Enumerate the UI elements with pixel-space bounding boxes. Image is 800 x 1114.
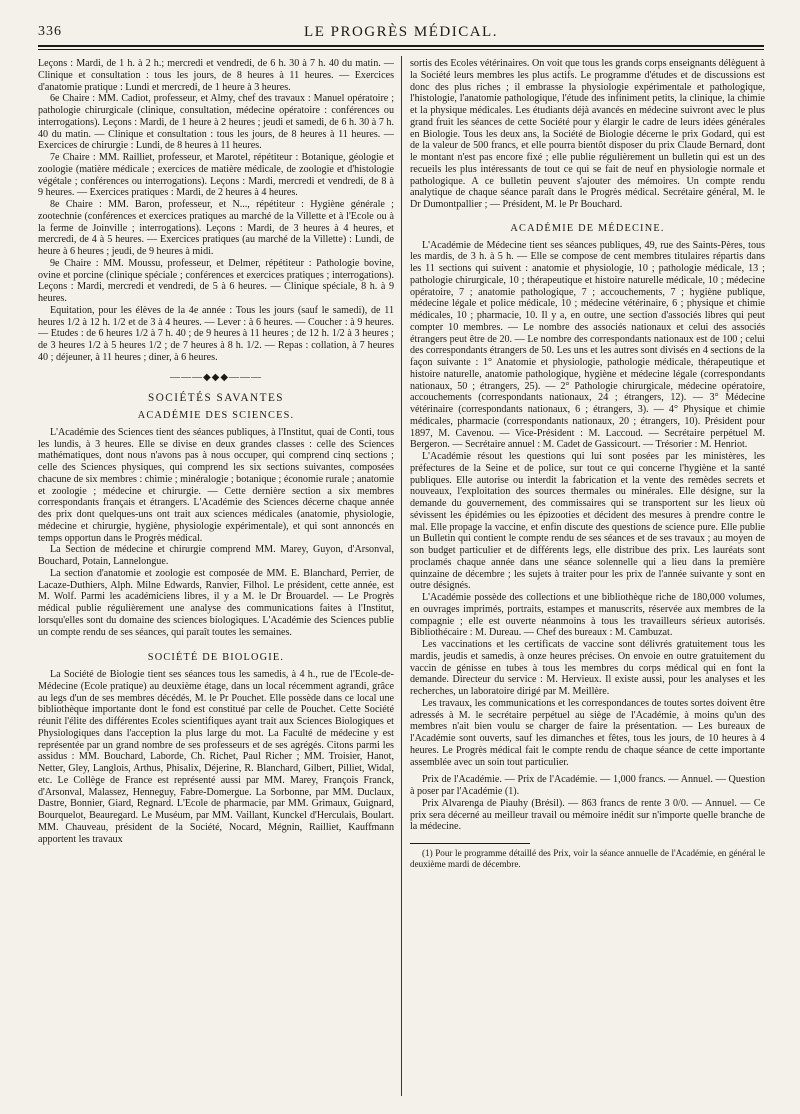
page-number: 336 [38, 24, 62, 39]
subheading-societe-biologie: SOCIÉTÉ DE BIOLOGIE. [147, 652, 285, 664]
column-divider [401, 56, 402, 1096]
right-column [410, 58, 765, 1094]
footnote-rule [410, 843, 530, 844]
paragraph: 7e Chaire : MM. Railliet, professeur, et Marotel, répétiteur : Botanique, géologie et zoologie (matière médicale ; exercices de matière médicale, de zoologie et d'histologie végétale ; conférences ou interrogations). Leçons : Mardi, mercredi et vendredi, de 8 à 9 heures. — Exercices pratiques : Mardi, de 2 heures à 4 heures. [38, 152, 394, 199]
paragraph: 6e Chaire : MM. Cadiot, professeur, et Almy, chef des travaux : Manuel opératoire ; pathologie chirurgicale (clinique, consultation, médecine opératoire : conférences ou interrogations). Leçons : Mardi, de 1 heure à 2 heures ; jeudi et samedi, de 6 h. 30 à 7 h. 40 du matin. — Clinique et consultation : tous les jours, de 8 heures à 11 heures. — Exercices de chirurgie : Lundi, de 8 heures à 11 heures. [38, 93, 394, 152]
journal-title: LE PROGRÈS MÉDICAL. [304, 24, 498, 40]
paragraph: Leçons : Mardi, de 1 h. à 2 h.; mercredi et vendredi, de 6 h. 30 à 7 h. 40 du matin. — Clinique et consultation : tous les jours, de 8 heures à 11 heures. — Exercices d'anatomie pratique : Lundi et mercredi, de 1 heure à 3 heures. [38, 58, 394, 93]
subheading-academie-medecine: ACADÉMIE DE MÉDECINE. [510, 222, 665, 234]
paragraph: L'Académie de Médecine tient ses séances publiques, 49, rue des Saints-Pères, tous les mardis, de 3 h. à 5 h. — Elle se compose de cent membres titulaires répartis dans les 11 sections qui suivent : anatomie et physiologie, 10 ; pathologie médicale, 13 ; pathologie chirurgicale, 10 ; thérapeutique et histoire naturelle médicale, 10 ; médecine opératoire, 7 ; anatomie pathologique, 7 ; accouchements, 7 ; hygiène publique, médecine légale et police médicale, 10 ; médecine vétérinaire, 6 ; physique et chimie médicales, 10 ; pharmacie, 10. Il y a, en outre, une section d'associés libres qui peut compter 10 membres. — Le nombre des associés nationaux et celui des associés étrangers peut être de 20. — Le nombre des correspondants nationaux est de 100 ; celui des correspondants étrangers de 50. Les uns et les autres sont divisés en 4 sections de la façon suivante : 1° Anatomie et physiologie, pathologie médicale, thérapeutique et histoire naturelle, anatomie pathologique, hygiène et médecine légale (correspondants nationaux, 50 ; étrangers, 25). — 2° Pathologie chirurgicale, médecine opératoire, accouchements (correspondants nationaux, 24 ; étrangers, 12). — 3° Médecine vétérinaire (correspondants nationaux, 6 ; étrangers, 3). — 4° Physique et chimie médicales, pharmacie (correspondants nationaux, 20 ; étrangers, 10). Président pour 1897, M. Cavenou. — Vice-Président : M. Laccoud. — Secrétaire perpétuel M. Bergeron. — Secrétaire annuel : M. Cadet de Gassicourt. — Trésorier : M. Henriot. [410, 239, 765, 451]
paragraph-prix: Prix Alvarenga de Piauhy (Brésil). — 863 francs de rente 3 0/0. — Annuel. — Ce prix sera décerné au meilleur travail ou mémoire inédit sur n'importe quelle branche de la médecine. [410, 797, 765, 833]
paragraph: La Société de Biologie tient ses séances tous les samedis, à 4 h., rue de l'Ecole-de-Médecine (Ecole pratique) au deuxième étage, dans un local récemment agrandi, grâce au legs d'un de ses membres décédés, M. le Pr Pouchet. Elle possède dans ce local une bibliothèque importante dont le fond est constitué par celle de Pouchet. Cette Société réunit l'élite des différentes Ecoles scientifiques ayant trait aux Sciences Biologiques et Physiologiques dans l'acception la plus large du mot. La Faculté de médecine y est représentée par un grand nombre de ses professeurs et de ses agrégés. Citons parmi les assidus : MM. Bouchard, Laborde, Ch. Richet, Paul Richer ; MM. Troisier, Hanot, Netter, Gley, Langlois, Arthus, Phisalix, Déjerine, R. Blanchard, Gilbert, Pilliet, Widal, etc. Le Collège de France est représenté aussi par MM. Marey, François Franck, d'Arsonval, Malassez, Henneguy, Fabre-Domergue. La Sorbonne, par MM. Duclaux, Dastre, Bonnier, Giard, Regnard. L'Ecole de pharmacie, par MM. Grimaux, Guignard, Bourquelot, Beauregard. Le Muséum, par MM. Vaillant, Kunckel d'Herculais, Boulart. MM. Chauveau, président de la Société, Nocard, Mégnin, Railliet, Kauffmann apportent les travaux [38, 669, 394, 845]
paragraph-prix: Prix de l'Académie. — Prix de l'Académie. — 1,000 francs. — Annuel. — Question à poser par l'Académie (1). [410, 774, 765, 797]
paragraph: La Section de médecine et chirurgie comprend MM. Marey, Guyon, d'Arsonval, Bouchard, Potain, Lannelongue. [38, 544, 394, 567]
section-ornament: ———◆◆◆——— [169, 371, 263, 383]
paragraph: La section d'anatomie et zoologie est composée de MM. E. Blanchard, Perrier, de Lacaze-Duthiers, Alph. Milne Edwards, Ranvier, Filhol. Le président, cette année, est M. Wolf. Parmi les académiciens libres, il y a M. le Dr Brouardel. — Le Progrès médical publie régulièrement une analyse des communications faites à l'Institut, lorsqu'elles sont du domaine des sciences biologiques. L'Académie des Sciences publie un compte rendu de ses séances, qui paraît toutes les semaines. [38, 567, 394, 638]
footnote: (1) Pour le programme détaillé des Prix, voir la séance annuelle de l'Académie, en général le deuxième mardi de décembre. [410, 848, 765, 869]
paragraph: Equitation, pour les élèves de la 4e année : Tous les jours (sauf le samedi), de 11 heures 1/2 à 12 h. 1/2 et de 3 à 4 heures. — Lever : à 6 heures. — Coucher : à 9 heures. — Etudes : de 6 heures 1/2 à 7 h. 40 ; de 9 heures à 11 heures ; de 12 h. 1/2 à 3 heures ; de 3 heures 1/2 à 5 heures 1/2 ; de 7 heures à 8 h. 1/2. — Repas : collation, à 7 heures 40 ; déjeuner, à 11 heures ; diner, à 6 heures. [38, 304, 394, 363]
paragraph: Les vaccinations et les certificats de vaccine sont délivrés gratuitement tous les mardis, jeudis et samedis, à onze heures précises. On envoie en outre gratuitement du vaccin de génisse en tubes à tous les membres du corps médical qui en font la demande. Directeur du service : M. Hervieux. Il existe aussi, pour les analyses et les recherches, un laboratoire dirigé par M. Meillère. [410, 639, 765, 697]
section-heading-societes: SOCIÉTÉS SAVANTES [147, 392, 285, 405]
header-rule [38, 45, 764, 47]
paragraph: 9e Chaire : MM. Moussu, professeur, et Delmer, répétiteur : Pathologie bovine, ovine et porcine (clinique spéciale ; conférences et exercices pratiques ; interrogations). Leçons : Mardi, mercredi et vendredi, de 5 à 6 heures. — Clinique spéciale, 8 h. à 9 heures. [38, 257, 394, 304]
left-column [38, 58, 394, 1094]
paragraph: L'Académie des Sciences tient des séances publiques, à l'Institut, quai de Conti, tous les lundis, à 3 heures. Elle se divise en deux grandes classes : celle des Sciences mathématiques, dont nous n'avons pas à nous occuper, qui comprend cinq sections ; celle des Sciences physiques, qui comprend les six sections suivantes, composées chacune de six membres : chimie ; minéralogie ; botanique ; économie rurale ; anatomie et zoologie ; médecine et chirurgie. — Cette dernière section a six membres correspondants français et étrangers. L'Académie des Sciences décerne chaque année des prix dont quelques-uns ont trait aux sciences médicales (anatomie, physiologie, médecine et chirurgie, hygiène, physiologie expérimentale), et qui sont annoncés en temps opportun dans le Progrès médical. [38, 426, 394, 544]
paragraph: Les travaux, les communications et les correspondances de toutes sortes doivent être adressés à M. le secrétaire perpétuel au siège de l'Académie, à moins qu'un des membres n'ait bien voulu se charger de faire la présentation. — Les bureaux de l'Académie sont ouverts, sauf les dimanches et fêtes, tous les jours, de 10 heures à 4 heures. Le Progrès médical fait le compte rendu de chaque séance de cette importante assemblée avec un soin tout particulier. [410, 697, 765, 768]
paragraph: 8e Chaire : MM. Baron, professeur, et N..., répétiteur : Hygiène générale ; zootechnie (conférences et exercices pratiques au marché de la Villette et à l'Ecole ou à la ferme de Joinville ; interrogations). Leçons : Mardi, de 3 heures à 4 heures, et mercredi, de 4 à 5 heures. — Exercices pratiques (au marché de la Villette) : Lundi, de heure à 6 heures ; jeudi, de 9 heures à midi. [38, 199, 394, 257]
page-header [38, 24, 764, 42]
paragraph: L'Académie possède des collections et une bibliothèque riche de 180,000 volumes, en ouvrages imprimés, portraits, estampes et manuscrits, réservée aux membres de la compagnie ; elle est ouverte néanmoins à tous les travailleurs sérieux autorisés. Bibliothécaire : M. Dureau. — Chef des bureaux : M. Cambuzat. [410, 592, 765, 639]
paragraph: sortis des Ecoles vétérinaires. On voit que tous les grands corps enseignants délèguent à la Société leurs membres les plus actifs. Le programme d'études et de discussions est donc des plus riches ; il embrasse la physiologie expérimentale et pathologique, l'histologie, l'anatomie pathologique, l'étude des infiniment petits, la clinique, la chimie et la physique médicales. Les étudiants déjà avancés en médecine suivront avec le plus grand fruit les séances de cette Société pour y élargir le cadre de leurs idées générales en Biologie. Tous les deux ans, la Société de Biologie décerne le prix Godard, qui est de la valeur de 500 francs, et elle pourra bientôt disposer du prix Claude Bernard, dont le montant n'est pas encore fixé ; elle publie régulièrement un bulletin qui est un des recueils les plus intéressants de tout ce qui se fait de neuf en physiologie normale et pathologique. A ce bulletin peuvent s'ajouter des mémoires. Un compte rendu analytique de chaque séance paraît dans le Progrès médical. Secrétaire général, M. le Dr Dumontpallier ; — Président, M. le Pr Bouchard. [410, 58, 765, 210]
header-rule-thin [38, 49, 764, 50]
subheading-academie-sciences: ACADÉMIE DES SCIENCES. [137, 410, 295, 421]
paragraph: L'Académie résout les questions qui lui sont posées par les ministères, les préfectures de la Seine et de police, sur tout ce qui concerne l'hygiène et la santé publiques. Elle autorise ou interdit la fabrication et la vente des remèdes secrets et nouveaux, l'exploitation des sources thermales ou minérales. Elle désigne, sur la demande du gouvernement, des commissaires qui se transportent sur les lieux où sévissent les épidémies ou les épizooties et décident des mesures à prendre contre le mal. Elle propage la vaccine, et enfin discute des questions de science pure. Elle publie un Bulletin qui contient le compte rendu de ses séances et de ses travaux ; au moyen de son budget particulier et de différents legs, elle distribue des prix. Les lauréats sont proclamés chaque année dans une séance solennelle qui a lieu dans la première quinzaine de décembre ; les sujets à traiter pour les prix de l'année suivante y sont en outre désignés. [410, 451, 765, 592]
